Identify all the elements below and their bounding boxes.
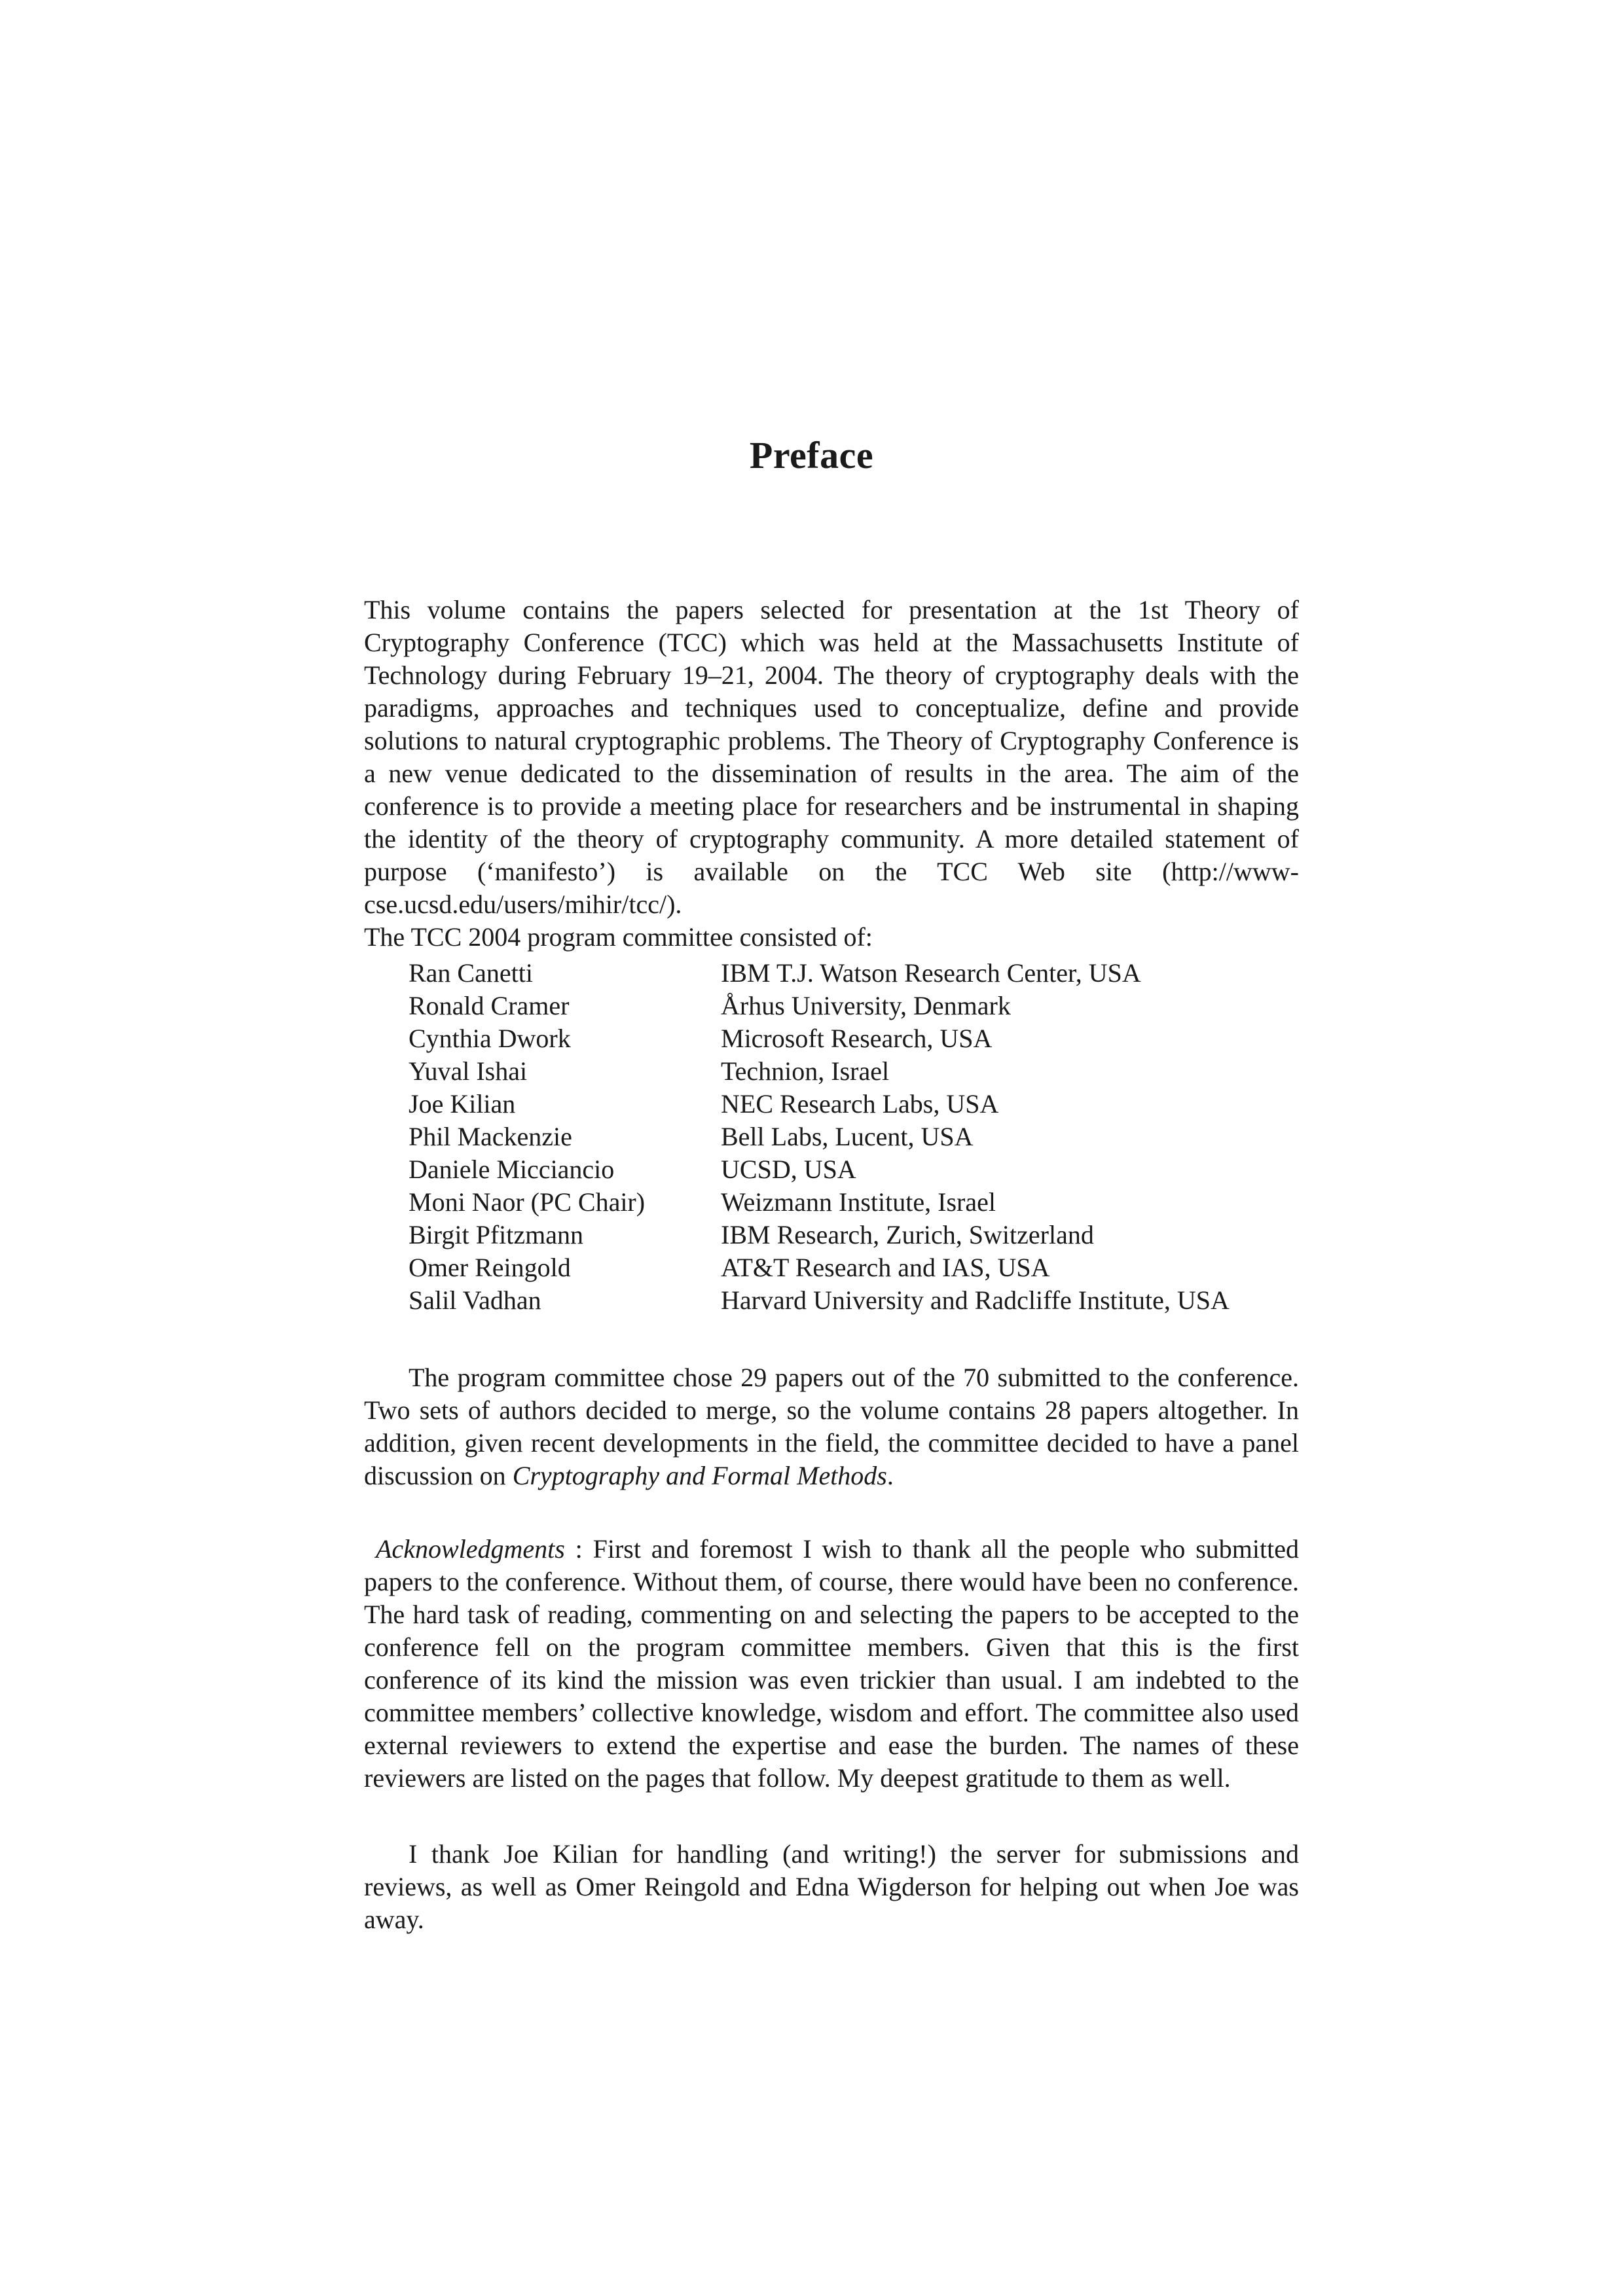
- decision-paragraph: [364, 1361, 1299, 1492]
- acknowledgments-text: [364, 1533, 1299, 1795]
- committee-list: [409, 957, 1299, 1317]
- committee-row: [409, 1121, 1299, 1153]
- member-name: Yuval Ishai: [409, 1056, 528, 1086]
- member-affiliation: Århus University, Denmark: [721, 991, 1011, 1020]
- member-affiliation: AT&T Research and IAS, USA: [721, 1253, 1050, 1282]
- acknowledgments-heading: Acknowledgments: [376, 1534, 565, 1564]
- member-affiliation: Technion, Israel: [721, 1056, 890, 1086]
- member-affiliation: Harvard University and Radcliffe Institute, USA: [721, 1285, 1230, 1315]
- acknowledgments-separator: :: [564, 1534, 593, 1564]
- member-name: Ran Canetti: [409, 958, 533, 988]
- committee-row: [409, 1186, 1299, 1219]
- committee-row: [409, 1153, 1299, 1186]
- intro-text: This volume contains the papers selected for presentation at the 1st Theory of Cryptography Conference (TCC) which was held at the Massachusetts Institute of Technology during February 19–21, 2004. The theory of cryptography deals with the paradigms, approaches and techniques used to conceptualize, define and provide solutions to natural cryptographic problems. The Theory of Cryptography Conference is a new venue dedicated to the dissemination of results in the area. The aim of the conference is to provide a meeting place for researchers and be instrumental in shaping the identity of the theory of cryptography community. A more detailed statement of purpose (‘manifesto’) is available on the TCC Web site (http://www-cse.ucsd.edu/users/mihir/tcc/).: [364, 595, 1299, 919]
- committee-row: [409, 1022, 1299, 1055]
- committee-row: [409, 957, 1299, 990]
- decision-body: The program committee chose 29 papers out of the 70 submitted to the conference. Two sets of authors decided to merge, so the volume contains 28 papers altogether. In addition, given recent developments in the field, the committee decided to have a panel discussion on: [364, 1363, 1299, 1490]
- member-name: Birgit Pfitzmann: [409, 1220, 584, 1249]
- panel-topic: Cryptography and Formal Methods: [512, 1461, 887, 1490]
- committee-row: [409, 1284, 1299, 1317]
- member-name: Cynthia Dwork: [409, 1024, 571, 1053]
- decision-text: [364, 1361, 1299, 1492]
- thanks-paragraph: [364, 1838, 1299, 1936]
- member-affiliation: Weizmann Institute, Israel: [721, 1187, 996, 1217]
- member-affiliation: Bell Labs, Lucent, USA: [721, 1122, 974, 1151]
- committee-row: [409, 990, 1299, 1022]
- committee-row: [409, 1055, 1299, 1088]
- committee-row: [409, 1219, 1299, 1251]
- acknowledgments-body: First and foremost I wish to thank all the people who submitted papers to the conference. Without them, of course, there would have been no conference. The hard task of reading, commenting on and selecting the papers to be accepted to the conference fell on the program committee members. Given that this is the first conference of its kind the mission was even trickier than usual. I am indebted to the committee members’ collective knowledge, wisdom and effort. The committee also used external reviewers to extend the expertise and ease the burden. The names of these reviewers are listed on the pages that follow. My deepest gratitude to them as well.: [364, 1534, 1299, 1793]
- member-affiliation: Microsoft Research, USA: [721, 1024, 993, 1053]
- member-affiliation: UCSD, USA: [721, 1155, 856, 1184]
- member-affiliation: IBM Research, Zurich, Switzerland: [721, 1220, 1094, 1249]
- committee-intro-text: The TCC 2004 program committee consisted of:: [364, 922, 873, 952]
- member-name: Phil Mackenzie: [409, 1122, 572, 1151]
- committee-row: [409, 1088, 1299, 1121]
- acknowledgments-paragraph: [364, 1533, 1299, 1795]
- committee-row: [409, 1251, 1299, 1284]
- member-name: Joe Kilian: [409, 1089, 516, 1119]
- thanks-text: I thank Joe Kilian for handling (and writing!) the server for submissions and reviews, as well as Omer Reingold and Edna Wigderson for helping out when Joe was away.: [364, 1839, 1299, 1934]
- member-name: Daniele Micciancio: [409, 1155, 615, 1184]
- page-title: Preface: [749, 434, 874, 476]
- committee-intro: [364, 921, 1299, 954]
- member-name: Salil Vadhan: [409, 1285, 541, 1315]
- member-affiliation: IBM T.J. Watson Research Center, USA: [721, 958, 1141, 988]
- member-name: Moni Naor (PC Chair): [409, 1187, 646, 1217]
- member-name: Ronald Cramer: [409, 991, 570, 1020]
- member-affiliation: NEC Research Labs, USA: [721, 1089, 999, 1119]
- intro-paragraph: [364, 594, 1299, 921]
- decision-end: .: [886, 1461, 894, 1490]
- member-name: Omer Reingold: [409, 1253, 571, 1282]
